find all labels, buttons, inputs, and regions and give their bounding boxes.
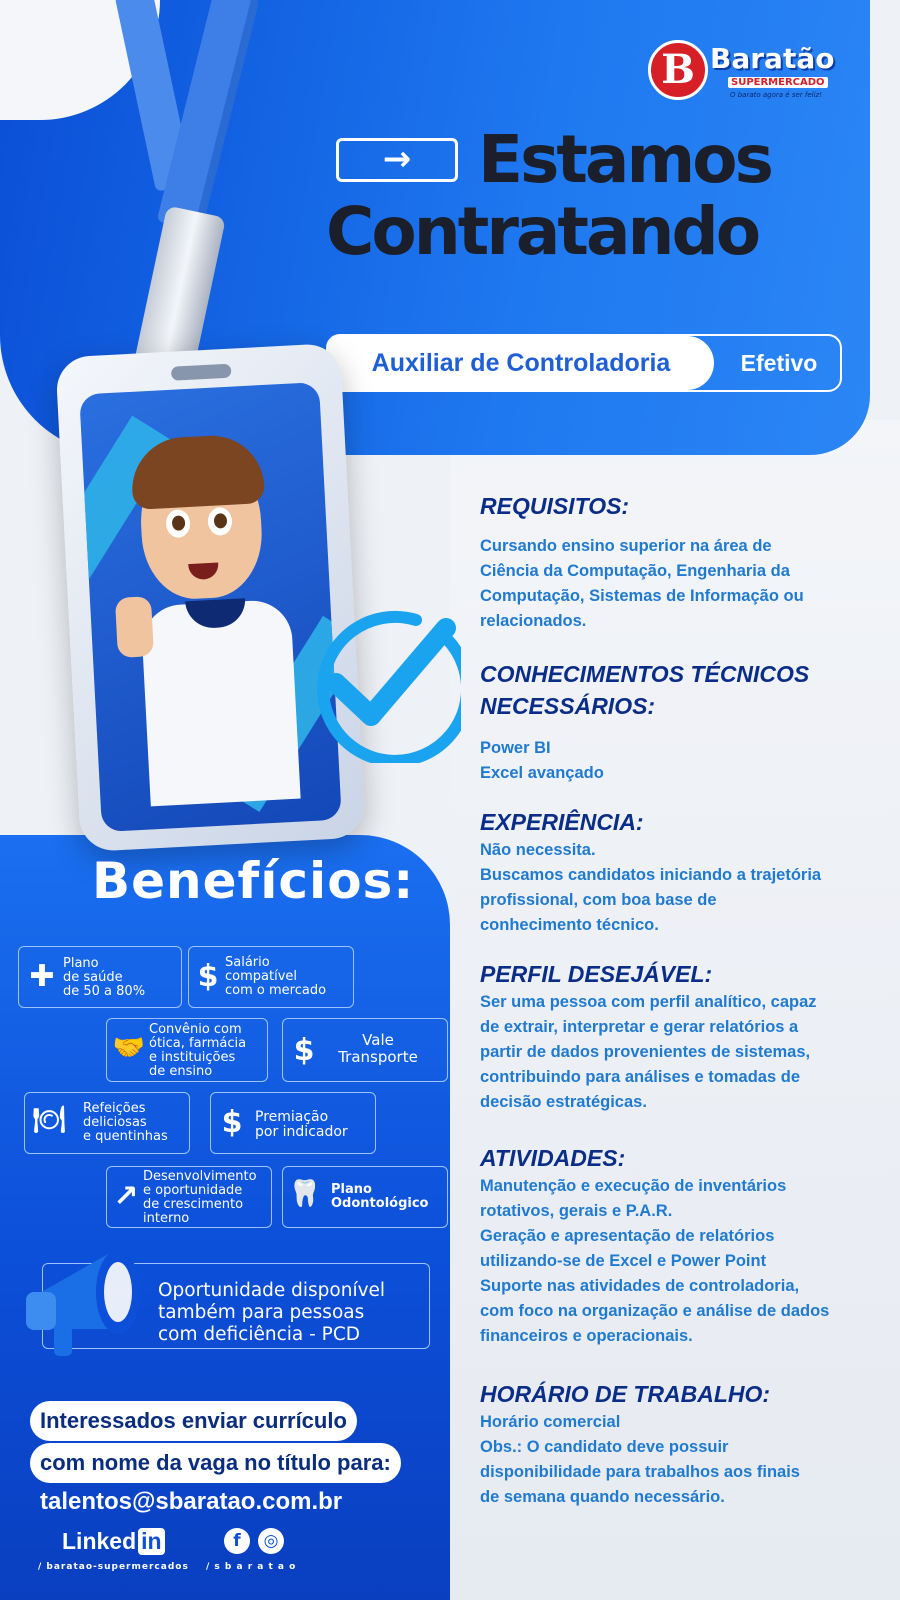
linkedin-icon: in — [138, 1528, 164, 1555]
tooth-icon: 🦷 — [288, 1179, 322, 1209]
mascot-thumbs-up — [115, 596, 154, 658]
cta-line-2: com nome da vaga no título para: — [30, 1443, 401, 1483]
benefit-label: Plano de saúde de 50 a 80% — [63, 956, 146, 999]
job-role: Auxiliar de Controladoria — [328, 336, 714, 390]
megaphone-icon — [18, 1234, 168, 1364]
benefit-salario — [188, 946, 354, 1008]
benefit-label: Salário compatível com o mercado — [225, 955, 327, 998]
benefit-label: Vale Transporte — [338, 1031, 418, 1066]
linkedin-link[interactable] — [62, 1528, 165, 1555]
section-body-atividades: Manutenção e execução de inventários rotativos, gerais e P.A.R. Geração e apresentação de relatórios utilizando-se de Excel e Power Point Suporte nas atividades de controladoria, com foco na organização e análise de dados financeiros e operacionais. — [480, 1177, 830, 1345]
benefit-label: Desenvolvimento e oportunidade de crescimento interno — [143, 1169, 257, 1226]
benefit-convenio — [106, 1018, 268, 1082]
logo-subtitle: SUPERMERCADO — [728, 77, 828, 88]
growth-arrow-icon: ↗ — [113, 1179, 139, 1214]
linkedin-text: Linked — [62, 1528, 137, 1554]
section-title-experiencia: EXPERIÊNCIA: — [480, 809, 644, 835]
handshake-icon: 🤝 — [112, 1033, 146, 1063]
section-body-horario: Horário comercial Obs.: O candidato deve possuir disponibilidade para trabalhos aos finais de semana quando necessário. — [480, 1413, 800, 1506]
contact-email-link[interactable]: talentos@sbaratao.com.br — [40, 1488, 343, 1515]
dollar-icon: $ — [197, 959, 219, 994]
checkmark-icon — [296, 598, 461, 763]
logo-slogan: O barato agora é ser feliz! — [730, 91, 823, 99]
instagram-icon[interactable]: ◎ — [258, 1528, 284, 1554]
benefit-desenvolvimento — [106, 1166, 272, 1228]
cta-line-1: Interessados enviar currículo — [30, 1401, 357, 1441]
benefit-plano-saude — [18, 946, 182, 1008]
linkedin-handle: / baratao-supermercados — [38, 1562, 189, 1572]
benefit-vale-transporte — [282, 1018, 448, 1082]
benefit-refeicoes — [24, 1092, 190, 1154]
section-title-perfil: PERFIL DESEJÁVEL: — [480, 961, 713, 987]
arrow-right-icon: → — [336, 138, 458, 182]
facebook-icon[interactable]: f — [224, 1528, 250, 1554]
section-title-horario: HORÁRIO DE TRABALHO: — [480, 1381, 771, 1407]
benefit-label: Convênio com ótica, farmácia e instituições de ensino — [149, 1022, 247, 1079]
brand-logo — [648, 40, 848, 100]
job-type: Efetivo — [740, 350, 818, 376]
pcd-text: Oportunidade disponível também para pessoas com deficiência - PCD — [158, 1280, 386, 1345]
section-body-requisitos: Cursando ensino superior na área de Ciência da Computação, Engenharia da Computação, Sistemas de Informação ou relacionados. — [480, 537, 804, 630]
benefit-label: Premiação por indicador — [255, 1109, 348, 1140]
mascot-pupil — [214, 513, 228, 529]
section-body-conhecimentos: Power BI Excel avançado — [480, 739, 604, 782]
dollar-icon: $ — [221, 1105, 243, 1140]
plate-cutlery-icon: 🍽 — [32, 1105, 66, 1135]
benefit-odontologico — [282, 1166, 448, 1228]
section-body-perfil: Ser uma pessoa com perfil analítico, capaz de extrair, interpretar e gerar relatórios a partir de dados provenientes de sistemas, contribuindo para análises e tomadas de decisão estratégicas. — [480, 993, 817, 1111]
section-body-experiencia: Não necessita. Buscamos candidatos iniciando a trajetória profissional, com boa base de conhecimento técnico. — [480, 841, 822, 934]
benefit-label: Refeições deliciosas e quentinhas — [83, 1101, 168, 1144]
section-title-conhecimentos: CONHECIMENTOS TÉCNICOS NECESSÁRIOS: — [480, 661, 810, 719]
dollar-icon: $ — [293, 1033, 315, 1068]
section-title-atividades: ATIVIDADES: — [480, 1145, 626, 1171]
badge-slot — [171, 364, 232, 381]
mascot-pupil — [172, 515, 186, 531]
headline-line-1: Estamos — [478, 121, 771, 198]
instagram-handle: / s b a r a t a o — [206, 1562, 297, 1572]
benefit-label: Plano Odontológico — [331, 1182, 429, 1211]
logo-name: Baratão — [710, 42, 835, 75]
plus-icon: ✚ — [29, 959, 55, 994]
section-title-requisitos: REQUISITOS: — [480, 493, 630, 519]
benefits-title: Benefícios: — [92, 852, 415, 910]
mascot-shirt — [140, 599, 300, 807]
headline-line-2: Contratando — [326, 193, 759, 270]
logo-emblem: B — [648, 40, 708, 100]
benefit-premiacao — [210, 1092, 376, 1154]
